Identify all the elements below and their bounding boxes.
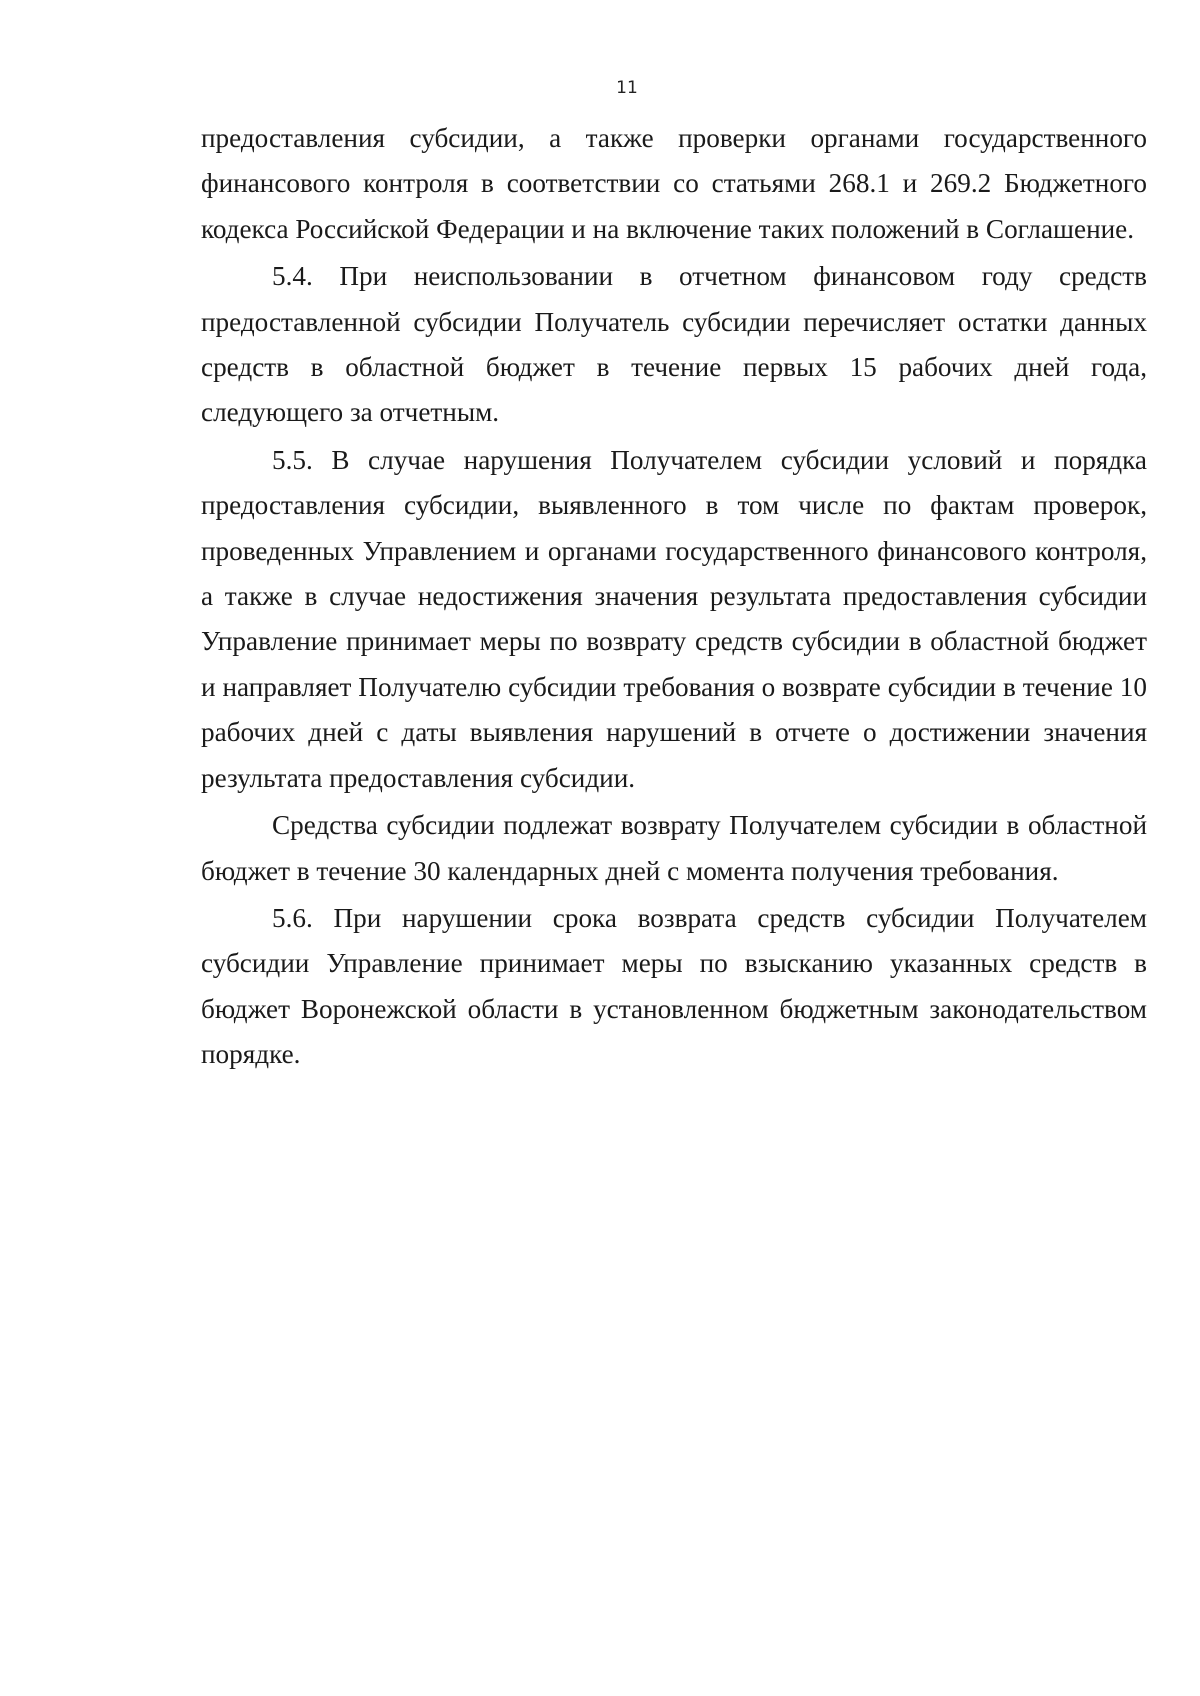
paragraph-5-6: 5.6. При нарушении срока возврата средств субсидии Получателем субсидии Управление принимает меры по взысканию указанных средств в бюджет Воронежской области в установленном бюджетным законодательством порядке. (201, 902, 1147, 1070)
paragraph-5-5: 5.5. В случае нарушения Получателем субсидии условий и порядка предоставления субсидии, выявленного в том числе по фактам проверок, проведенных Управлением и органами государственного финансового контроля, а также в случае недостижения значения результата предоставления субсидии Управление принимает меры по возврату средств субсидии в областной бюджет и направляет Получателю субсидии требования о возврате субсидии в течение 10 рабочих дней с даты выявления нарушений в отчете о достижении значения результата предоставления субсидии. (201, 444, 1147, 793)
paragraph-intro-continuation: предоставления субсидии, а также проверки органами государственного финансового контроля в соответствии со статьями 268.1 и 269.2 Бюджетного кодекса Российской Федерации и на включение таких положений в Соглашение. (201, 123, 1147, 244)
paragraph-5-4: 5.4. При неиспользовании в отчетном финансовом году средств предоставленной субсидии Получатель субсидии перечисляет остатки данных средств в областной бюджет в течение первых 15 рабочих дней года, следующего за отчетным. (201, 261, 1147, 428)
document-body (201, 116, 1147, 1080)
page-number: 11 (616, 78, 638, 98)
paragraph-return-terms: Средства субсидии подлежат возврату Получателем субсидии в областной бюджет в течение 30 календарных дней с момента получения требования. (201, 810, 1147, 886)
